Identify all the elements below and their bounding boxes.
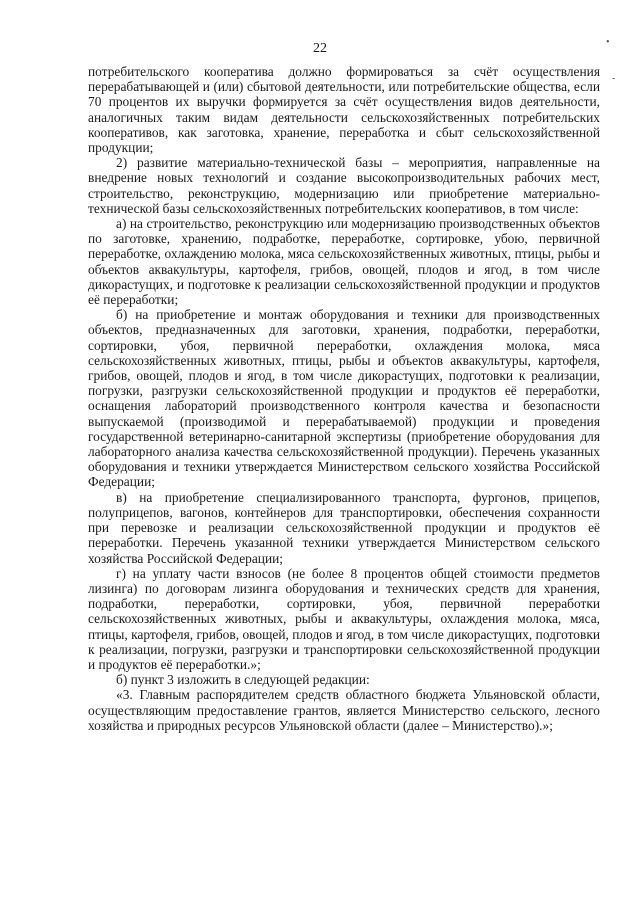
paragraph-subitem-a: а) на строительство, реконструкцию или модернизацию производственных объектов по заготовке, хранению, подработке, переработке, сортировке, убою, первичной переработке, охлаждению молока, мяса сельскохозяйственных животных, птицы, рыбы и объектов аквакультуры, картофеля, грибов, овощей, плодов и ягод, в том числе дикорастущих, и подготовке к реализации сельскохозяйственной продукции и продуктов её переработки; <box>88 216 600 308</box>
paragraph-amendment-point-3: б) пункт 3 изложить в следующей редакции: <box>116 672 370 688</box>
page-number: 22 <box>313 41 327 56</box>
paragraph-subitem-b: б) на приобретение и монтаж оборудования и техники для производственных объектов, предназначенных для заготовки, хранения, подработки, переработки, сортировки, убоя, первичной переработки, охлаждения молока, мяса сельскохозяйственных животных, птицы, рыбы и объектов аквакультуры, картофеля, грибов, овощей, плодов и ягод, в том числе дикорастущих, подготовки к реализации, погрузки, разгрузки сельскохозяйственной продукции и продуктов её переработки, оснащения лабораторий производственного контроля качества и безопасности выпускаемой (производимой и перерабатываемой) продукции и проведения государственной ветеринарно-санитарной экспертизы (приобретение оборудования для лабораторного анализа качества сельскохозяйственной продукции). Перечень указанных оборудования и техники утверждается Министерством сельского хозяйства Российской Федерации; <box>88 307 600 490</box>
scan-mark-top: • <box>606 37 610 48</box>
paragraph-item-2: 2) развитие материально-технической базы – мероприятия, направленные на внедрение новых технологий и создание высокопроизводительных рабочих мест, строительство, реконструкцию, модернизацию или приобретение материально-технической базы сельскохозяйственных потребительских кооперативов, в том числе: <box>88 155 600 216</box>
scan-mark-side: - <box>612 73 616 84</box>
paragraph-subitem-v: в) на приобретение специализированного транспорта, фургонов, прицепов, полуприцепов, вагонов, контейнеров для транспортировки, обеспечения сохранности при перевозке и реализации сельскохозяйственной продукции и продуктов её переработки. Перечень указанной техники утверждается Министерством сельского хозяйства Российской Федерации; <box>88 489 600 566</box>
body-text <box>88 64 600 733</box>
paragraph-continuation: потребительского кооператива должно формироваться за счёт осуществления перерабатывающей и (или) сбытовой деятельности, или потребительские общества, если 70 процентов их выручки формируется за счёт осуществления видов деятельности, аналогичных таким видам деятельности сельскохозяйственных потребительских кооперативов, как заготовка, хранение, переработка и сбыт сельскохозяйственной продукции; <box>88 64 600 156</box>
paragraph-new-point-3: «3. Главным распорядителем средств областного бюджета Ульяновской области, осуществляющим предоставление грантов, является Министерство сельского, лесного хозяйства и природных ресурсов Ульяновской области (далее – Министерство).»; <box>88 687 600 733</box>
paragraph-subitem-g: г) на уплату части взносов (не более 8 процентов общей стоимости предметов лизинга) по договорам лизинга оборудования и технических средств для хранения, подработки, переработки, сортировки, убоя, первичной переработки сельскохозяйственных животных, рыбы и аквакультуры, охлаждения молока, мяса, птицы, картофеля, грибов, овощей, плодов и ягод, в том числе дикорастущих, подготовки к реализации, погрузки, разгрузки и транспортировки сельскохозяйственной продукции и продуктов её переработки.»; <box>88 565 600 672</box>
